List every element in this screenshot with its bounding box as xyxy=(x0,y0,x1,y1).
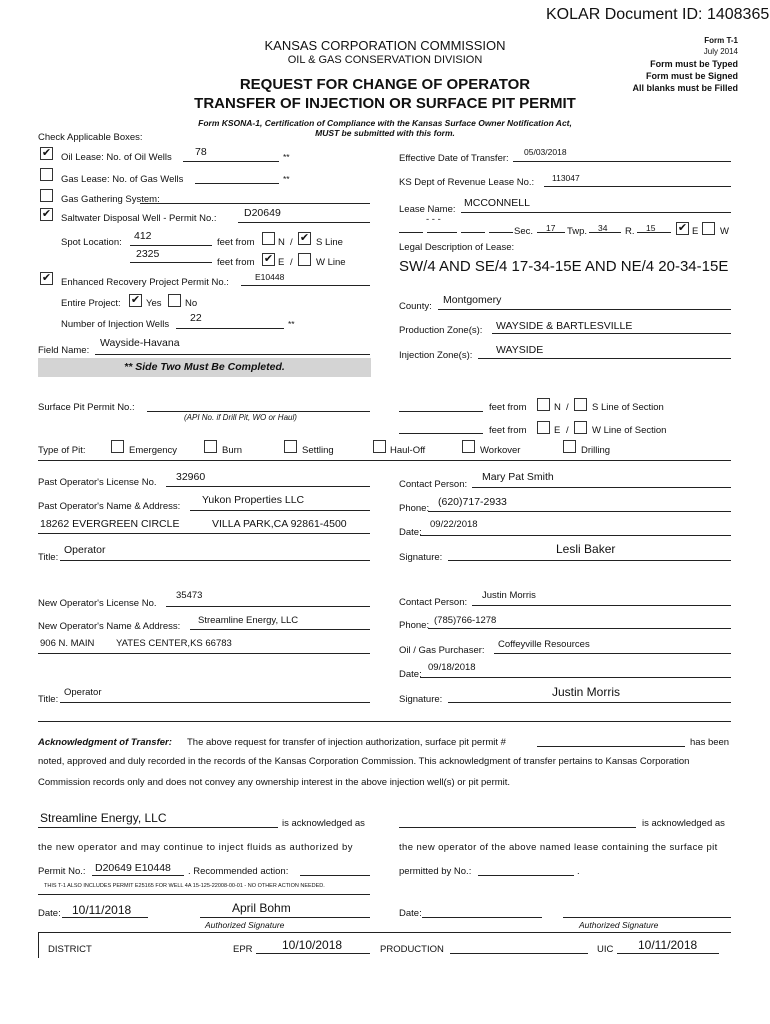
new-contact-label: Contact Person: xyxy=(399,597,468,608)
ack-left-company[interactable]: Streamline Energy, LLC xyxy=(40,811,167,825)
spot-ew-value[interactable]: 2325 xyxy=(136,248,160,260)
form-title-line2: TRANSFER OF INJECTION OR SURFACE PIT PERMIT xyxy=(194,95,576,112)
oil-lease-checkbox[interactable]: ✔ xyxy=(41,147,52,159)
pit-drilling-checkbox[interactable] xyxy=(563,440,576,453)
pit-haul-off-label: Haul-Off xyxy=(390,445,426,456)
division-name: OIL & GAS CONSERVATION DIVISION xyxy=(287,54,483,66)
location-dashes: - - - xyxy=(426,214,441,225)
entire-project-no-checkbox[interactable] xyxy=(168,294,181,307)
new-phone-value[interactable]: (785)766-1278 xyxy=(434,615,497,626)
pit-s-checkbox[interactable] xyxy=(574,398,587,411)
lease-name-label: Lease Name: xyxy=(399,204,456,215)
surface-pit-permit-note: (API No. if Drill Pit, WO or Haul) xyxy=(184,413,297,422)
gas-lease-checkbox[interactable] xyxy=(40,168,53,181)
pit-settling-checkbox[interactable] xyxy=(284,440,297,453)
spot-e-checkbox[interactable]: ✔ xyxy=(263,253,274,265)
no-label: No xyxy=(185,298,198,309)
field-name-label: Field Name: xyxy=(38,345,90,356)
pit-slash-1: / xyxy=(566,402,569,413)
form-note-filled: All blanks must be Filled xyxy=(632,83,738,93)
form-note-signed: Form must be Signed xyxy=(645,71,738,81)
production-label: PRODUCTION xyxy=(380,944,444,955)
check-boxes-heading: Check Applicable Boxes: xyxy=(38,132,143,143)
county-label: County: xyxy=(399,301,432,312)
ack-right-text: the new operator of the above named lease containing the surface pit xyxy=(399,842,718,853)
effective-date-label: Effective Date of Transfer: xyxy=(399,153,509,164)
oil-stars: ** xyxy=(283,152,290,162)
past-date-label: Date: xyxy=(399,527,422,538)
past-title-label: Title: xyxy=(38,552,59,563)
past-contact-value[interactable]: Mary Pat Smith xyxy=(482,471,554,483)
ack-right-date-label: Date: xyxy=(399,908,422,919)
injection-zone-value[interactable]: WAYSIDE xyxy=(496,344,544,356)
pit-haul-off-checkbox[interactable] xyxy=(373,440,386,453)
pit-n-checkbox[interactable] xyxy=(537,398,550,411)
epr-label: EPR xyxy=(233,944,253,955)
oil-lease-label: Oil Lease: No. of Oil Wells xyxy=(61,152,172,163)
ack-permitted-by-label: permitted by No.: xyxy=(399,866,472,877)
pit-burn-checkbox[interactable] xyxy=(204,440,217,453)
spot-s-line-label: S Line xyxy=(316,237,343,248)
spot-w-checkbox[interactable] xyxy=(298,253,311,266)
sec-value[interactable]: 17 xyxy=(546,223,556,233)
new-address-line2[interactable]: YATES CENTER,KS 66783 xyxy=(116,638,232,649)
pit-feet-from-1: feet from xyxy=(489,402,527,413)
new-address-line1[interactable]: 906 N. MAIN xyxy=(40,638,95,649)
saltwater-disposal-label: Saltwater Disposal Well - Permit No.: xyxy=(61,213,217,224)
pit-drilling-label: Drilling xyxy=(581,445,611,456)
form-title-line1: REQUEST FOR CHANGE OF OPERATOR xyxy=(239,76,531,93)
range-w-label: W xyxy=(720,226,729,237)
legal-description-label: Legal Description of Lease: xyxy=(399,242,515,253)
ack-period: . xyxy=(577,866,580,877)
ack-permit-no-value[interactable]: D20649 E10448 xyxy=(95,862,171,874)
pit-burn-label: Burn xyxy=(222,445,243,456)
spot-location-label: Spot Location: xyxy=(61,237,122,248)
pit-emergency-label: Emergency xyxy=(129,445,178,456)
inj-stars: ** xyxy=(288,319,295,329)
ack-left-authorized-signature: Authorized Signature xyxy=(205,920,285,930)
twp-label: Twp. xyxy=(567,226,588,237)
spot-ns-value[interactable]: 412 xyxy=(134,230,152,242)
enhanced-recovery-label: Enhanced Recovery Project Permit No.: xyxy=(61,277,229,288)
injection-zone-label: Injection Zone(s): xyxy=(399,350,473,361)
range-e-checkbox[interactable]: ✔ xyxy=(677,222,688,234)
form-note-typed: Form must be Typed xyxy=(650,59,738,69)
ack-left-text: the new operator and may continue to inject fluids as authorized by xyxy=(38,842,353,853)
ks-revenue-lease-value[interactable]: 113047 xyxy=(552,173,580,183)
yes-label: Yes xyxy=(146,298,162,309)
county-value[interactable]: Montgomery xyxy=(443,294,502,306)
past-phone-label: Phone: xyxy=(399,503,430,514)
pit-settling-label: Settling xyxy=(302,445,334,456)
past-date-value[interactable]: 09/22/2018 xyxy=(430,519,478,530)
slash-2: / xyxy=(290,257,293,268)
gas-gathering-label: Gas Gathering System: xyxy=(61,194,160,205)
gas-stars: ** xyxy=(283,174,290,184)
new-license-label: New Operator's License No. xyxy=(38,598,157,609)
swd-permit-value[interactable]: D20649 xyxy=(244,207,281,219)
erp-permit-value[interactable]: E10448 xyxy=(255,272,285,282)
uic-date[interactable]: 10/11/2018 xyxy=(638,938,698,952)
twp-value[interactable]: 34 xyxy=(598,223,608,233)
new-purchaser-value[interactable]: Coffeyville Resources xyxy=(498,639,590,650)
ack-left-date-value[interactable]: 10/11/2018 xyxy=(72,903,132,917)
epr-date[interactable]: 10/10/2018 xyxy=(282,938,343,952)
past-address-line2[interactable]: VILLA PARK,CA 92861-4500 xyxy=(212,518,347,530)
form-number: Form T-1 xyxy=(704,36,738,45)
spot-w-line-label: W Line xyxy=(316,257,346,268)
past-license-label: Past Operator's License No. xyxy=(38,477,157,488)
feet-from-label-1: feet from xyxy=(217,237,255,248)
pit-w-checkbox[interactable] xyxy=(574,421,587,434)
range-w-checkbox[interactable] xyxy=(702,222,715,235)
range-label: R. xyxy=(625,226,635,237)
range-e-label: E xyxy=(692,226,699,237)
new-signature-value[interactable]: Justin Morris xyxy=(552,685,621,699)
ack-recommended-label: . Recommended action: xyxy=(188,866,289,877)
effective-date-value[interactable]: 05/03/2018 xyxy=(524,147,567,157)
new-title-value[interactable]: Operator xyxy=(64,687,102,698)
ks-revenue-lease-label: KS Dept of Revenue Lease No.: xyxy=(399,177,535,188)
agency-name: KANSAS CORPORATION COMMISSION xyxy=(264,38,506,53)
side-two-banner: ** Side Two Must Be Completed. xyxy=(38,358,371,377)
ack-text-2: noted, approved and duly recorded in the records of the Kansas Corporation Commission. This acknowledgment of transfer pertains to Kansas Corporation xyxy=(38,756,690,767)
ack-text-1: The above request for transfer of injection authorization, surface pit permit # xyxy=(187,737,506,748)
past-signature-value[interactable]: Lesli Baker xyxy=(556,542,616,556)
pit-e-checkbox[interactable] xyxy=(537,421,550,434)
pit-emergency-checkbox[interactable] xyxy=(111,440,124,453)
type-of-pit-label: Type of Pit: xyxy=(38,445,86,456)
new-contact-value[interactable]: Justin Morris xyxy=(482,590,536,601)
past-signature-label: Signature: xyxy=(399,552,443,563)
new-phone-label: Phone: xyxy=(399,620,430,631)
form-subtitle-line2: MUST be submitted with this form. xyxy=(315,128,455,138)
form-date: July 2014 xyxy=(703,47,738,56)
injection-wells-value[interactable]: 22 xyxy=(190,312,202,324)
new-signature-label: Signature: xyxy=(399,694,443,705)
ack-permit-no-label: Permit No.: xyxy=(38,866,86,877)
pit-workover-checkbox[interactable] xyxy=(462,440,475,453)
ack-left-signature[interactable]: April Bohm xyxy=(232,901,291,915)
spot-n-checkbox[interactable] xyxy=(262,232,275,245)
spot-n-label: N xyxy=(278,237,285,248)
pit-n-label: N xyxy=(554,402,561,413)
injection-wells-label: Number of Injection Wells xyxy=(61,319,170,330)
past-name-value[interactable]: Yukon Properties LLC xyxy=(202,494,305,506)
pit-s-section-label: S Line of Section xyxy=(592,402,664,413)
lease-name-value[interactable]: MCCONNELL xyxy=(464,197,530,209)
new-name-address-label: New Operator's Name & Address: xyxy=(38,621,181,632)
enhanced-recovery-checkbox[interactable]: ✔ xyxy=(41,272,52,284)
form-subtitle-line1: Form KSONA-1, Certification of Compliance with the Kansas Surface Owner Notification Act, xyxy=(198,118,572,128)
ack-right-is-acknowledged: is acknowledged as xyxy=(642,818,725,829)
ack-heading: Acknowledgment of Transfer: xyxy=(38,737,172,748)
new-date-value[interactable]: 09/18/2018 xyxy=(428,662,476,673)
ack-has-been: has been xyxy=(690,737,730,748)
ack-note: THIS T-1 ALSO INCLUDES PERMIT E25165 FOR WELL 4A 15-125-22008-00-01 - NO OTHER ACTION NEEDED. xyxy=(44,883,325,889)
past-title-value[interactable]: Operator xyxy=(64,544,106,556)
past-address-line1[interactable]: 18262 EVERGREEN CIRCLE xyxy=(40,518,180,530)
new-license-value[interactable]: 35473 xyxy=(176,590,203,601)
pit-slash-2: / xyxy=(566,425,569,436)
range-value[interactable]: 15 xyxy=(646,223,656,233)
new-purchaser-label: Oil / Gas Purchaser: xyxy=(399,645,485,656)
ack-right-authorized-signature: Authorized Signature xyxy=(579,920,659,930)
field-name-value[interactable]: Wayside-Havana xyxy=(100,337,180,349)
spot-s-checkbox[interactable]: ✔ xyxy=(299,232,310,244)
production-zone-value[interactable]: WAYSIDE & BARTLESVILLE xyxy=(496,320,633,332)
legal-description-value[interactable]: SW/4 AND SE/4 17-34-15E AND NE/4 20-34-15E xyxy=(399,258,729,275)
ack-text-3: Commission records only and does not convey any ownership interest in the above injection well(s) or pit permit. xyxy=(38,777,511,788)
pit-w-section-label: W Line of Section xyxy=(592,425,667,436)
past-phone-value[interactable]: (620)717-2933 xyxy=(438,496,507,508)
saltwater-disposal-checkbox[interactable]: ✔ xyxy=(41,208,52,220)
new-title-label: Title: xyxy=(38,694,59,705)
district-label: DISTRICT xyxy=(48,944,92,955)
sec-label: Sec. xyxy=(514,226,534,237)
pit-workover-label: Workover xyxy=(480,445,521,456)
slash-1: / xyxy=(290,237,293,248)
past-name-address-label: Past Operator's Name & Address: xyxy=(38,501,181,512)
past-license-value[interactable]: 32960 xyxy=(176,471,206,483)
oil-wells-value[interactable]: 78 xyxy=(195,146,207,158)
gas-lease-label: Gas Lease: No. of Gas Wells xyxy=(61,174,184,185)
spot-e-label: E xyxy=(278,257,285,268)
pit-e-label: E xyxy=(554,425,561,436)
surface-pit-permit-label: Surface Pit Permit No.: xyxy=(38,402,135,413)
gas-gathering-checkbox[interactable] xyxy=(40,189,53,202)
production-zone-label: Production Zone(s): xyxy=(399,325,483,336)
entire-project-yes-checkbox[interactable]: ✔ xyxy=(130,294,141,306)
ack-left-is-acknowledged: is acknowledged as xyxy=(282,818,365,829)
document-id: KOLAR Document ID: 1408365 xyxy=(546,6,770,23)
past-contact-label: Contact Person: xyxy=(399,479,468,490)
ack-left-date-label: Date: xyxy=(38,908,61,919)
new-name-value[interactable]: Streamline Energy, LLC xyxy=(198,615,299,626)
feet-from-label-2: feet from xyxy=(217,257,255,268)
new-date-label: Date: xyxy=(399,669,422,680)
uic-label: UIC xyxy=(597,944,614,955)
pit-feet-from-2: feet from xyxy=(489,425,527,436)
entire-project-label: Entire Project: xyxy=(61,298,121,309)
